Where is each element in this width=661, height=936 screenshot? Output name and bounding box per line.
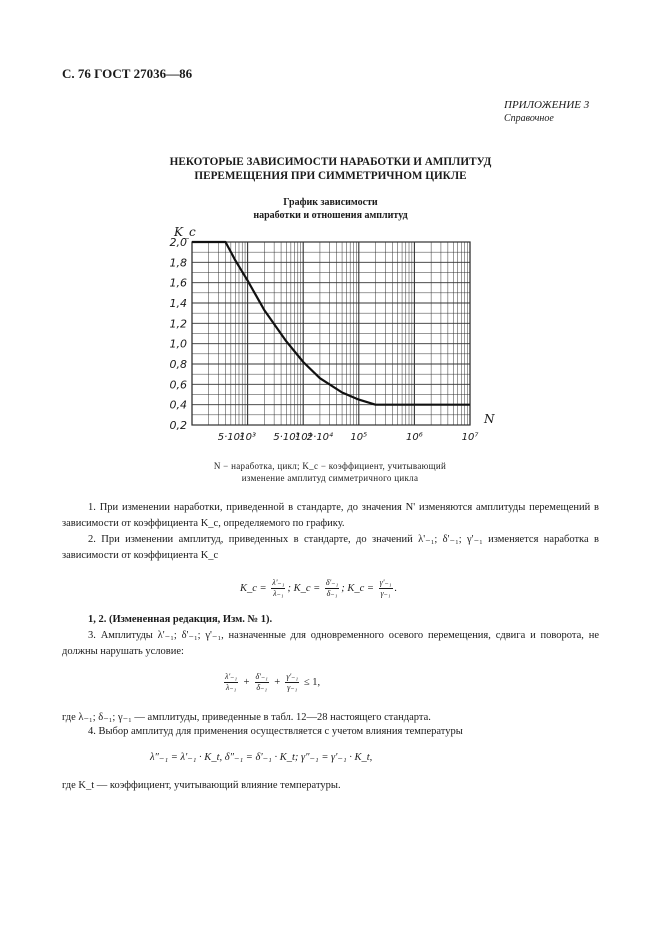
condition-fraction: $\frac{\text{δ'₋₁}}{\text{δ₋₁}}$ [255, 672, 268, 692]
chart-y-tick-label: 0,4 [169, 398, 187, 412]
chart-x-tick-label: 10⁷ [461, 432, 479, 443]
paragraph-6: 4. Выбор амплитуд для применения осуществляется с учетом влияния температуры [88, 726, 463, 737]
kc-formula: K_c = $\frac{\text{λ'₋₁}}{\text{λ₋₁}}$ ; K_c = $\frac{\text{δ'₋₁}}{\text{δ₋₁}}$ ; K_c = $\frac{\text{γ'₋₁}}{\text{γ₋₁}}$ . [240, 578, 398, 598]
kc-formula-lhs: K_c = [347, 582, 377, 594]
paragraph-1: 1. При изменении наработки, приведенной в стандарте, до значения N' изменяются амплитуды перемещений в зависимости от коэффициента K_c, определяемого по графику. [62, 502, 599, 529]
chart-y-tick-label: 1,6 [169, 276, 187, 290]
kc-formula-fraction: $\frac{\text{γ'₋₁}}{\text{γ₋₁}}$ [379, 578, 392, 598]
caption-line-1: N − наработка, цикл; K_c − коэффициент, учитывающий [213, 461, 447, 471]
condition-fraction: $\frac{\text{λ'₋₁}}{\text{λ₋₁}}$ [225, 672, 238, 692]
chart-y-tick-label: 1,8 [169, 256, 187, 270]
kc-formula-lhs: K_c = [293, 582, 323, 594]
condition-tail: ≤ 1, [301, 676, 321, 688]
caption-line-2: изменение амплитуд симметричного цикла [241, 473, 419, 483]
chart-y-tick-label: 1,2 [169, 317, 187, 331]
chart-y-axis-label: K_c [174, 225, 196, 239]
paragraph-3: 1, 2. (Измененная редакция, Изм. № 1). [88, 614, 273, 625]
chart-title-line-2: наработки и отношения амплитуд [253, 210, 408, 221]
chart-title-line-1: График зависимости [283, 197, 378, 208]
title-line-2: ПЕРЕМЕЩЕНИЯ ПРИ СИММЕТРИЧНОМ ЦИКЛЕ [194, 170, 467, 182]
appendix-title: ПРИЛОЖЕНИЕ 3 [504, 99, 590, 111]
appendix-note: Справочное [504, 113, 554, 124]
condition-formula: $\frac{\text{λ'₋₁}}{\text{λ₋₁}}$ + $\frac{\text{δ'₋₁}}{\text{δ₋₁}}$ + $\frac{\text{γ'₋₁}}{\text{γ₋₁}}$ ≤ 1, [225, 672, 321, 692]
chart-y-tick-label: 1,0 [169, 337, 187, 351]
kc-formula-fraction: $\frac{\text{λ'₋₁}}{\text{λ₋₁}}$ [272, 578, 285, 598]
chart-y-tick-label: 0,2 [169, 419, 187, 432]
appendix-label [504, 98, 599, 126]
chart-caption [150, 460, 510, 484]
chart-x-tick-label: 5·10² [217, 432, 245, 443]
paragraph-4: 3. Амплитуды λ'₋₁; δ'₋₁; γ'₋₁, назначенные для одновременного осевого перемещения, сдвига и поворота, не должны нарушать условие: [62, 630, 599, 657]
temperature-formula: λ″₋₁ = λ'₋₁ · K_t, δ″₋₁ = δ'₋₁ · K_t; γ″₋₁ = γ'₋₁ · K_t, [150, 752, 373, 763]
paragraph-7: где K_t — коэффициент, учитывающий влияние температуры. [62, 780, 341, 791]
chart-x-tick-label: 10³ [239, 432, 256, 443]
kc-formula-lhs: K_c = [240, 582, 270, 594]
title-line-1: НЕКОТОРЫЕ ЗАВИСИМОСТИ НАРАБОТКИ И АМПЛИТУД [169, 156, 492, 168]
chart-x-tick-label: 2·10⁴ [306, 432, 334, 443]
chart-x-axis-label: N [484, 412, 495, 426]
chart-x-tick-label: 10⁴ [294, 432, 312, 443]
chart-y-tick-label: 0,8 [169, 358, 187, 371]
chart-title [0, 196, 661, 222]
kc-chart [160, 220, 500, 450]
chart-x-tick-label: 10⁶ [406, 432, 423, 443]
document-title [0, 155, 661, 183]
paragraph-5: где λ₋₁; δ₋₁; γ₋₁ — амплитуды, приведенные в табл. 12—28 настоящего стандарта. [62, 712, 431, 723]
chart-y-tick-label: 1,4 [169, 297, 187, 310]
chart-y-tick-label: 2,0 [169, 236, 187, 249]
paragraph-2: 2. При изменении амплитуд, приведенных в стандарте, до значений λ'₋₁; δ'₋₁; γ'₋₁ изменяется наработка в зависимости от коэффициента K_c [62, 534, 599, 561]
chart-x-tick-label: 5·10³ [273, 432, 300, 443]
condition-fraction: $\frac{\text{γ'₋₁}}{\text{γ₋₁}}$ [286, 672, 299, 692]
chart-y-tick-label: 0,6 [169, 378, 187, 392]
kc-formula-fraction: $\frac{\text{δ'₋₁}}{\text{δ₋₁}}$ [325, 578, 339, 598]
page-header: С. 76 ГОСТ 27036—86 [62, 66, 193, 81]
chart-x-tick-label: 10⁵ [350, 432, 368, 443]
